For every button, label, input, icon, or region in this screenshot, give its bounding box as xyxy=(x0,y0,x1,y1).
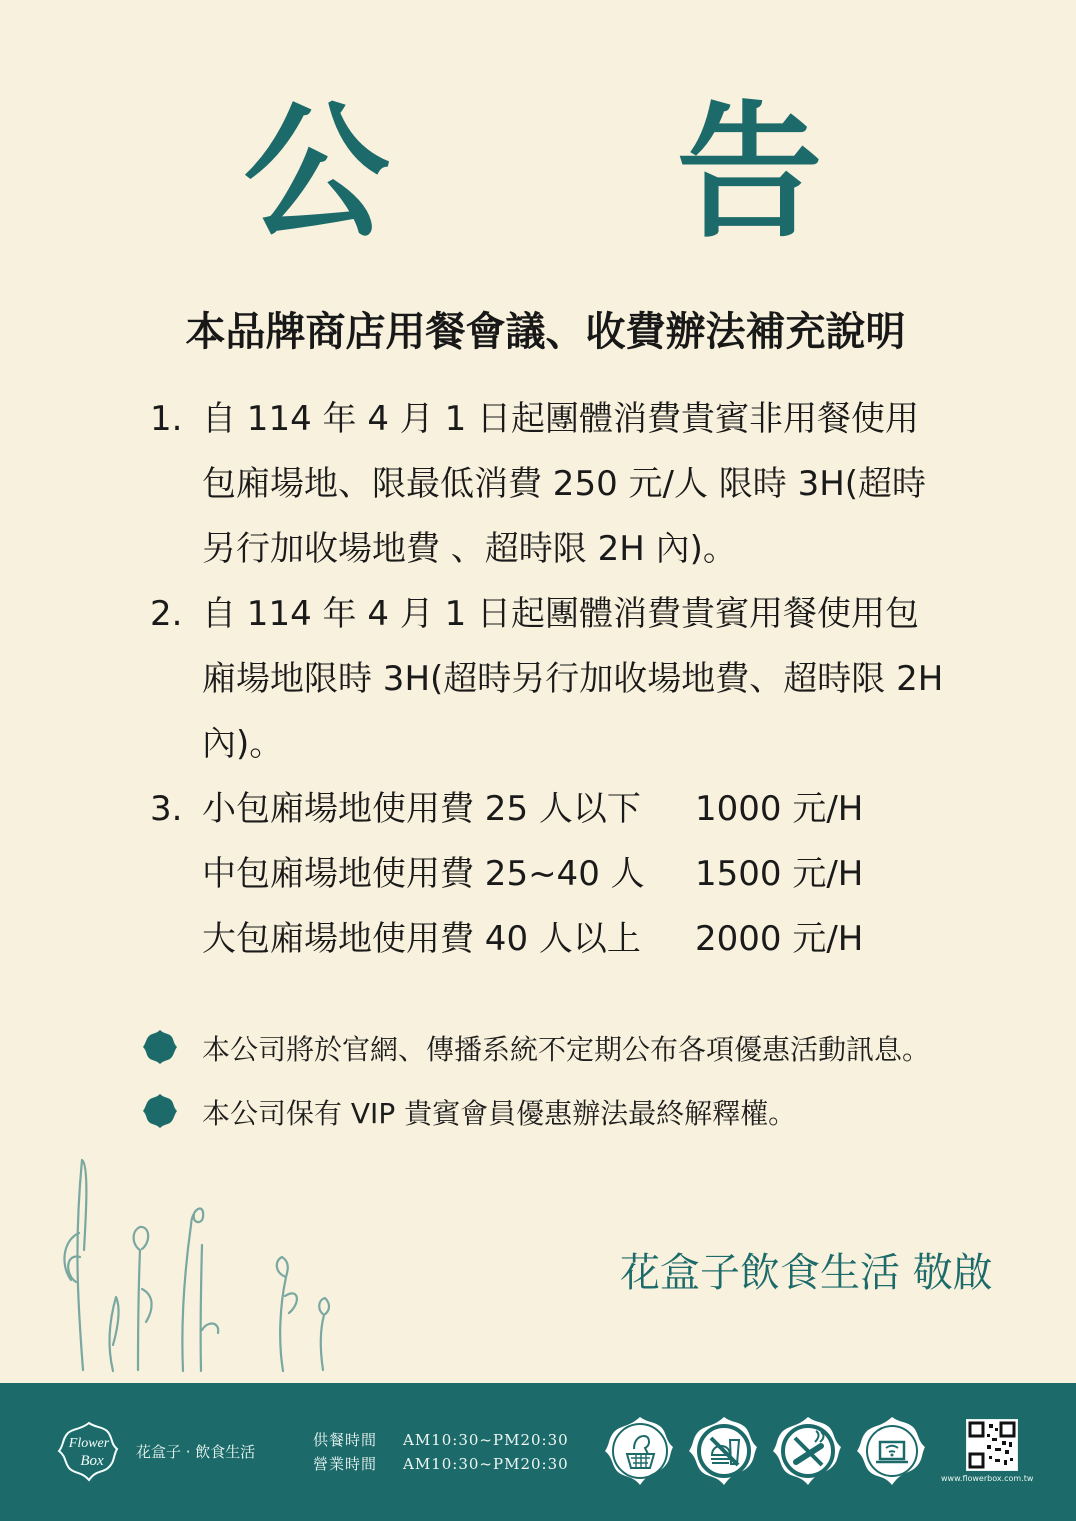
rule-number: 1. xyxy=(150,399,183,439)
logo-word-flower: Flower xyxy=(68,1436,110,1451)
fee-row xyxy=(202,777,942,842)
note-text: 本公司保有 VIP 貴賓會員優惠辦法最終解釋權。 xyxy=(202,1097,797,1130)
note-item xyxy=(139,1018,999,1082)
brand-name: 花盒子 · 飲食生活 xyxy=(136,1443,256,1461)
note-item xyxy=(139,1082,999,1146)
rule-item xyxy=(150,387,960,582)
notice-subtitle: 本品牌商店用餐會議、收費辦法補充說明 xyxy=(185,309,906,355)
fee-list xyxy=(202,777,960,972)
notice-title: 公 告 xyxy=(243,88,941,258)
flower-bullet-icon xyxy=(139,1093,181,1135)
rule-text: 自 114 年 4 月 1 日起團體消費貴賓非用餐使用 包廂場地、限最低消費 250 元/人 限時 3H(超時 另行加收場地費 、超時限 2H 內)。 xyxy=(202,399,927,569)
rule-number: 3. xyxy=(150,789,183,829)
plant-illustration-icon xyxy=(58,1145,348,1375)
no-smoking-icon xyxy=(772,1415,844,1487)
no-outside-food-icon xyxy=(688,1415,760,1487)
pet-basket-icon xyxy=(604,1415,676,1487)
fee-name: 中包廂場地使用費 25~40 人 xyxy=(202,854,645,894)
fee-price: 1000 元/H xyxy=(695,789,864,829)
footer-bar xyxy=(0,1383,1076,1521)
business-hours xyxy=(313,1428,593,1476)
rule-list xyxy=(150,387,960,972)
fee-name: 大包廂場地使用費 40 人以上 xyxy=(202,919,641,959)
policy-icons xyxy=(604,1415,924,1487)
hours-label: 營業時間 xyxy=(313,1455,378,1473)
logo-word-box: Box xyxy=(80,1453,104,1469)
hours-row xyxy=(313,1452,593,1476)
fee-price: 1500 元/H xyxy=(695,854,864,894)
hours-value: AM10:30~PM20:30 xyxy=(403,1455,569,1473)
hours-label: 供餐時間 xyxy=(313,1431,378,1449)
flower-bullet-icon xyxy=(139,1029,181,1071)
fee-row xyxy=(202,907,942,972)
note-text: 本公司將於官網、傳播系統不定期公布各項優惠活動訊息。 xyxy=(202,1033,931,1066)
fee-row xyxy=(202,842,942,907)
rule-number: 2. xyxy=(150,594,183,634)
fee-name: 小包廂場地使用費 25 人以下 xyxy=(202,789,641,829)
website-url: www.flowerbox.com.tw xyxy=(941,1474,1034,1483)
fee-price: 2000 元/H xyxy=(695,919,864,959)
qr-code-icon xyxy=(966,1419,1018,1471)
notice-notes xyxy=(139,1018,999,1146)
hours-value: AM10:30~PM20:30 xyxy=(403,1431,569,1449)
wifi-laptop-icon xyxy=(856,1415,928,1487)
flower-box-logo xyxy=(55,1420,123,1484)
rule-item xyxy=(150,777,960,972)
rule-item xyxy=(150,582,960,777)
rule-text: 自 114 年 4 月 1 日起團體消費貴賓用餐使用包 廂場地限時 3H(超時另行加收場地費、超時限 2H 內)。 xyxy=(202,594,944,764)
signature: 花盒子飲食生活 敬啟 xyxy=(620,1250,993,1296)
hours-row xyxy=(313,1428,593,1452)
